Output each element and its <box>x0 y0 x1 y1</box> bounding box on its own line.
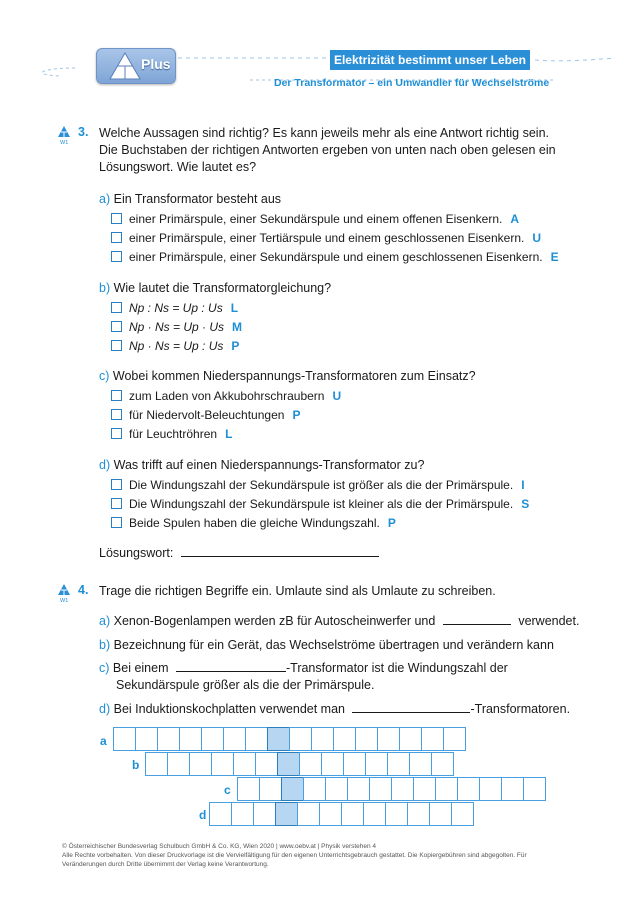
grid-cell[interactable] <box>245 727 268 751</box>
grid-cell[interactable] <box>413 777 436 801</box>
part-label: c) <box>99 369 110 383</box>
part-label: b) <box>99 281 111 295</box>
solution-label: Lösungswort: <box>99 546 174 560</box>
part-question: Wobei kommen Niederspannungs-Transformatoren zum Einsatz? <box>112 369 476 383</box>
difficulty-triangle-icon <box>58 126 70 138</box>
clue-a-blank[interactable] <box>443 613 511 625</box>
grid-row-label: a <box>100 734 107 748</box>
question-number: 3. <box>78 125 89 139</box>
option-text: einer Primärspule, einer Sekundärspule und einem offenen Eisenkern. <box>129 212 503 226</box>
grid-cell[interactable] <box>409 752 432 776</box>
option-row <box>111 319 242 335</box>
clue-c-line2: Sekundärspule größer als die der Primärspule. <box>116 678 375 692</box>
option-text: einer Primärspule, einer Tertiärspule und einem geschlossenen Eisenkern. <box>129 231 525 245</box>
grid-row-b <box>145 752 453 776</box>
grid-row-d <box>209 802 473 826</box>
grid-cell[interactable] <box>343 752 366 776</box>
part-question: Wie lautet die Transformatorgleichung? <box>113 281 332 295</box>
clue-label: a) <box>99 614 111 628</box>
clue-text: verwendet. <box>518 614 580 628</box>
clue-text: Bei einem <box>112 661 169 675</box>
grid-cell[interactable] <box>321 752 344 776</box>
grid-cell[interactable] <box>457 777 480 801</box>
option-letter: P <box>231 339 240 353</box>
grid-cell[interactable] <box>355 727 378 751</box>
intro-line: Welche Aussagen sind richtig? Es kann jeweils mehr als eine Antwort richtig sein. <box>99 126 549 140</box>
grid-cell[interactable] <box>451 802 474 826</box>
solution-cell[interactable] <box>281 777 304 801</box>
checkbox[interactable] <box>111 213 122 224</box>
checkbox[interactable] <box>111 232 122 243</box>
grid-cell[interactable] <box>341 802 364 826</box>
grid-cell[interactable] <box>157 727 180 751</box>
option-row <box>111 496 529 512</box>
grid-cell[interactable] <box>255 752 278 776</box>
footer-line: Alle Rechte vorbehalten. Von dieser Druckvorlage ist die Vervielfältigung für den eigenen Unterrichtsgebrauch gestattet. Die Kopiergebühren sind abgegolten. Für <box>62 852 527 859</box>
footer-line: © Österreichischer Bundesverlag Schulbuch GmbH & Co. KG, Wien 2020 | www.oebv.at | Physik verstehen 4 <box>62 843 377 850</box>
grid-cell[interactable] <box>167 752 190 776</box>
grid-cell[interactable] <box>333 727 356 751</box>
grid-cell[interactable] <box>303 777 326 801</box>
footer-line: Veränderungen durch Dritte übernimmt der Verlag keine Verantwortung. <box>62 861 269 868</box>
option-text: für Niedervolt-Beleuchtungen <box>129 408 285 422</box>
grid-cell[interactable] <box>237 777 260 801</box>
option-row <box>111 338 239 354</box>
option-row <box>111 211 519 227</box>
level-label: W1 <box>60 598 69 604</box>
part-b-question <box>99 280 331 297</box>
part-question: Ein Transformator besteht aus <box>113 192 282 206</box>
option-letter: P <box>387 516 396 530</box>
grid-cell[interactable] <box>369 777 392 801</box>
grid-row-label: b <box>132 758 140 772</box>
part-question: Was trifft auf einen Niederspannungs-Transformator zu? <box>113 458 425 472</box>
logo-text: Plus <box>141 56 171 72</box>
grid-cell[interactable] <box>387 752 410 776</box>
clue-label: c) <box>99 661 110 675</box>
intro-line: Die Buchstaben der richtigen Antworten ergeben von unten nach oben gelesen ein <box>99 143 556 157</box>
clue-c-blank[interactable] <box>176 660 286 672</box>
option-row <box>111 230 541 246</box>
clue-c <box>99 660 508 677</box>
clue-text: -Transformator ist die Windungszahl der <box>285 661 508 675</box>
footer <box>62 842 632 869</box>
grid-cell[interactable] <box>179 727 202 751</box>
grid-cell[interactable] <box>311 727 334 751</box>
solution-word-input[interactable] <box>181 545 379 557</box>
option-letter: L <box>225 427 233 441</box>
clue-b <box>99 637 554 654</box>
part-a-question <box>99 191 281 208</box>
checkbox[interactable] <box>111 428 122 439</box>
solution-cell[interactable] <box>267 727 290 751</box>
grid-cell[interactable] <box>297 802 320 826</box>
checkbox[interactable] <box>111 251 122 262</box>
triangle-logo-icon <box>109 52 141 80</box>
grid-cell[interactable] <box>347 777 370 801</box>
grid-cell[interactable] <box>443 727 466 751</box>
option-text: Die Windungszahl der Sekundärspule ist kleiner als die der Primärspule. <box>129 497 514 511</box>
part-c-question <box>99 368 476 385</box>
clue-label: d) <box>99 702 111 716</box>
option-letter: E <box>550 250 559 264</box>
grid-cell[interactable] <box>233 752 256 776</box>
level-label: W1 <box>60 140 69 146</box>
option-letter: P <box>292 408 301 422</box>
grid-cell[interactable] <box>377 727 400 751</box>
grid-cell[interactable] <box>365 752 388 776</box>
option-text: Beide Spulen haben die gleiche Windungszahl. <box>129 516 380 530</box>
difficulty-triangle-icon <box>58 584 70 596</box>
page-subtitle: Der Transformator – ein Umwandler für Wechselströme <box>274 77 550 89</box>
checkbox[interactable] <box>111 409 122 420</box>
grid-cell[interactable] <box>421 727 444 751</box>
option-row <box>111 388 341 404</box>
clue-a <box>99 613 579 630</box>
grid-cell[interactable] <box>211 752 234 776</box>
grid-cell[interactable] <box>325 777 348 801</box>
option-row <box>111 249 559 265</box>
grid-cell[interactable] <box>399 727 422 751</box>
option-letter: S <box>521 497 530 511</box>
grid-cell[interactable] <box>319 802 342 826</box>
solution-word-row <box>99 545 379 562</box>
grid-cell[interactable] <box>231 802 254 826</box>
checkbox[interactable] <box>111 302 122 313</box>
option-text: Np · Ns = Up : Us <box>129 339 224 353</box>
option-letter: I <box>521 478 525 492</box>
clue-text: -Transformatoren. <box>470 702 571 716</box>
grid-row-label: d <box>199 808 207 822</box>
grid-cell[interactable] <box>289 727 312 751</box>
checkbox[interactable] <box>111 321 122 332</box>
option-letter: M <box>232 320 243 334</box>
solution-cell[interactable] <box>275 802 298 826</box>
grid-row-label: c <box>224 783 231 797</box>
grid-cell[interactable] <box>435 777 458 801</box>
checkbox[interactable] <box>111 498 122 509</box>
clue-label: b) <box>99 638 111 652</box>
part-label: a) <box>99 192 111 206</box>
grid-cell[interactable] <box>479 777 502 801</box>
checkbox[interactable] <box>111 340 122 351</box>
option-letter: U <box>332 389 342 403</box>
option-text: zum Laden von Akkubohrschraubern <box>129 389 325 403</box>
option-letter: A <box>510 212 520 226</box>
grid-cell[interactable] <box>201 727 224 751</box>
grid-row-c <box>237 777 545 801</box>
question-intro: Trage die richtigen Begriffe ein. Umlaute sind als Umlaute zu schreiben. <box>99 584 496 598</box>
clue-text: Bezeichnung für ein Gerät, das Wechselströme übertragen und verändern kann <box>113 638 554 652</box>
clue-d <box>99 701 570 718</box>
option-row <box>111 300 238 316</box>
grid-cell[interactable] <box>209 802 232 826</box>
option-row <box>111 426 232 442</box>
grid-cell[interactable] <box>363 802 386 826</box>
option-text: für Leuchtröhren <box>129 427 218 441</box>
question-intro <box>99 125 556 176</box>
grid-cell[interactable] <box>253 802 276 826</box>
option-row <box>111 477 525 493</box>
chapter-banner <box>330 50 530 70</box>
question-number: 4. <box>78 583 89 597</box>
grid-cell[interactable] <box>259 777 282 801</box>
solution-cell[interactable] <box>277 752 300 776</box>
intro-line: Lösungswort. Wie lautet es? <box>99 160 257 174</box>
option-text: einer Primärspule, einer Sekundärspule und einem geschlossenen Eisenkern. <box>129 250 543 264</box>
option-letter: U <box>532 231 541 245</box>
grid-cell[interactable] <box>135 727 158 751</box>
grid-cell[interactable] <box>223 727 246 751</box>
plus-logo <box>96 48 176 84</box>
option-letter: L <box>230 301 239 315</box>
grid-cell[interactable] <box>113 727 136 751</box>
grid-cell[interactable] <box>407 802 430 826</box>
grid-cell[interactable] <box>523 777 546 801</box>
part-label: d) <box>99 458 111 472</box>
option-text: Np : Ns = Up : Us <box>129 301 223 315</box>
grid-cell[interactable] <box>385 802 408 826</box>
grid-row-a <box>113 727 465 751</box>
option-text: Die Windungszahl der Sekundärspule ist größer als die der Primärspule. <box>129 478 514 492</box>
checkbox[interactable] <box>111 517 122 528</box>
part-d-question <box>99 457 424 474</box>
checkbox[interactable] <box>111 390 122 401</box>
grid-cell[interactable] <box>189 752 212 776</box>
option-text: Np · Ns = Up · Us <box>129 320 225 334</box>
grid-cell[interactable] <box>391 777 414 801</box>
chapter-title: Elektrizität bestimmt unser Leben <box>333 53 527 67</box>
checkbox[interactable] <box>111 479 122 490</box>
grid-cell[interactable] <box>429 802 452 826</box>
grid-cell[interactable] <box>145 752 168 776</box>
clue-text: Bei Induktionskochplatten verwendet man <box>113 702 345 716</box>
grid-cell[interactable] <box>431 752 454 776</box>
clue-d-blank[interactable] <box>352 701 470 713</box>
grid-cell[interactable] <box>299 752 322 776</box>
clue-text: Xenon-Bogenlampen werden zB für Autoscheinwerfer und <box>113 614 436 628</box>
option-row <box>111 515 396 531</box>
option-row <box>111 407 300 423</box>
grid-cell[interactable] <box>501 777 524 801</box>
